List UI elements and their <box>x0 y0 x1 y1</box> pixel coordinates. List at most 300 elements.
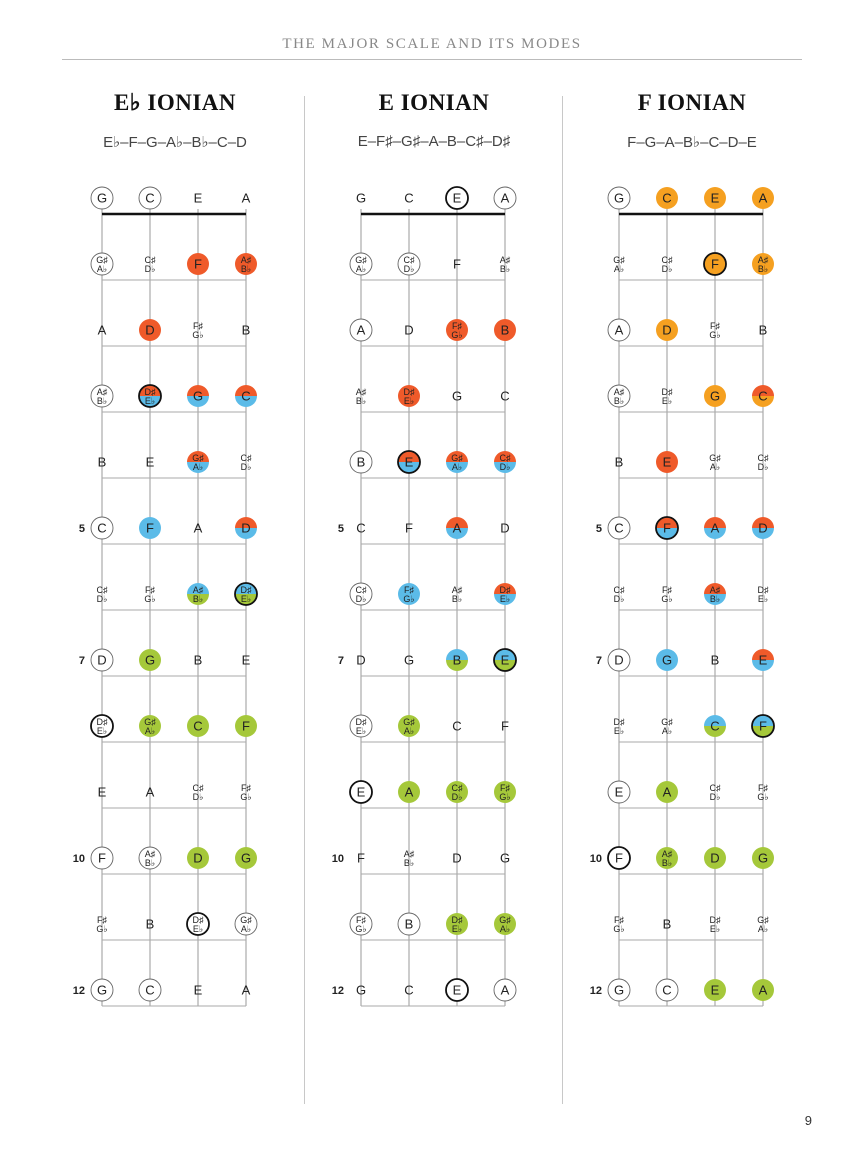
scale-notes: E–F♯–G♯–A–B–C♯–D♯ <box>357 133 511 150</box>
note-label: D <box>97 652 107 668</box>
note-marker <box>139 979 161 1001</box>
note-label-flat: D♭ <box>613 594 625 604</box>
note-label: B <box>97 454 107 470</box>
note-label: G <box>96 982 108 998</box>
note-label-flat: E♭ <box>96 726 108 736</box>
note-marker <box>91 847 113 869</box>
note-marker <box>98 785 107 800</box>
note-label-flat: G♭ <box>355 924 367 934</box>
note-label-sharp: F♯ <box>356 915 366 925</box>
note-marker <box>608 517 630 539</box>
note-label-flat: E♭ <box>144 396 156 406</box>
note-label: A <box>758 982 768 998</box>
note-label-sharp: F♯ <box>500 783 510 793</box>
note-label: G <box>613 982 625 998</box>
note-marker <box>145 255 156 274</box>
note-marker <box>661 585 672 604</box>
note-marker <box>452 851 461 866</box>
note-label: E <box>662 454 672 470</box>
note-marker <box>356 983 366 998</box>
note-marker <box>494 187 516 209</box>
note-label-sharp: A♯ <box>403 849 415 859</box>
note-marker <box>704 979 726 1001</box>
note-label-flat: A♭ <box>757 924 769 934</box>
note-marker <box>452 585 463 604</box>
note-label: A <box>452 520 462 536</box>
note-label: D <box>193 850 203 866</box>
note-marker <box>709 453 721 472</box>
note-label-flat: G♭ <box>613 924 625 934</box>
note-marker <box>194 983 203 998</box>
note-label: G <box>757 850 769 866</box>
note-label: E <box>452 190 462 206</box>
note-label-flat: D♭ <box>499 462 511 472</box>
note-marker <box>453 257 461 272</box>
note-label: A <box>710 520 720 536</box>
note-label-sharp: C♯ <box>451 783 463 793</box>
note-label-flat: G♭ <box>757 792 769 802</box>
note-label-sharp: D♯ <box>192 915 204 925</box>
note-label: C <box>241 388 251 404</box>
note-label-sharp: C♯ <box>355 585 367 595</box>
note-label-sharp: F♯ <box>193 321 203 331</box>
note-marker <box>350 253 372 275</box>
note-label-flat: G♭ <box>240 792 252 802</box>
note-marker <box>446 517 468 539</box>
note-label-flat: E♭ <box>613 726 625 736</box>
note-marker <box>704 583 726 605</box>
fret-number: 5 <box>595 523 602 535</box>
note-label-sharp: G♯ <box>451 453 463 463</box>
note-label: G <box>451 388 463 404</box>
note-label: B <box>145 916 155 932</box>
note-label-sharp: A♯ <box>96 387 108 397</box>
note-label-flat: D♭ <box>144 264 156 274</box>
note-label: E <box>404 454 414 470</box>
running-header: THE MAJOR SCALE AND ITS MODES <box>282 36 582 52</box>
note-marker <box>91 253 113 275</box>
note-label: E <box>614 784 624 800</box>
note-label-flat: G♭ <box>96 924 108 934</box>
note-marker <box>613 915 624 934</box>
note-label-flat: E♭ <box>403 396 415 406</box>
note-label-sharp: D♯ <box>709 915 721 925</box>
note-marker <box>656 517 678 539</box>
note-marker <box>500 389 509 404</box>
note-marker <box>192 321 203 340</box>
note-marker <box>404 983 413 998</box>
scale-notes: F–G–A–B♭–C–D–E <box>627 134 757 151</box>
note-marker <box>405 521 413 536</box>
note-label-flat: B♭ <box>451 594 463 604</box>
note-marker <box>656 847 678 869</box>
note-label-flat: D♭ <box>96 594 108 604</box>
note-label: F <box>405 520 413 536</box>
note-label-sharp: G♯ <box>240 915 252 925</box>
note-label-flat: B♭ <box>192 594 204 604</box>
note-marker <box>656 979 678 1001</box>
note-marker <box>91 385 113 407</box>
note-label-sharp: D♯ <box>757 585 769 595</box>
note-label: A <box>758 190 768 206</box>
fretboard <box>314 0 554 1152</box>
fret-number: 7 <box>337 655 344 667</box>
note-label-flat: B♭ <box>240 264 252 274</box>
note-marker <box>494 319 516 341</box>
note-label-sharp: F♯ <box>710 321 720 331</box>
note-marker <box>752 517 774 539</box>
note-marker <box>187 253 209 275</box>
note-marker <box>91 715 113 737</box>
note-marker <box>235 847 257 869</box>
note-marker <box>187 913 209 935</box>
note-marker <box>144 585 155 604</box>
note-label: C <box>145 190 155 206</box>
fretboard <box>572 0 812 1152</box>
note-marker <box>758 453 769 472</box>
note-label: B <box>404 916 414 932</box>
note-marker <box>235 253 257 275</box>
note-marker <box>752 715 774 737</box>
note-marker <box>494 451 516 473</box>
note-marker <box>187 583 209 605</box>
note-label-flat: A♭ <box>451 462 463 472</box>
fret-number: 5 <box>78 523 85 535</box>
note-marker <box>752 187 774 209</box>
note-marker <box>758 585 769 604</box>
note-label: F <box>501 718 509 734</box>
note-label-sharp: C♯ <box>613 585 625 595</box>
fret-number: 12 <box>589 985 602 997</box>
note-marker <box>661 717 673 736</box>
note-label-flat: E♭ <box>709 924 721 934</box>
note-label-sharp: G♯ <box>613 255 625 265</box>
note-marker <box>235 385 257 407</box>
note-label: F <box>663 520 671 536</box>
note-label-sharp: G♯ <box>499 915 511 925</box>
note-marker <box>235 583 257 605</box>
note-marker <box>656 649 678 671</box>
diagram-eb-ionian <box>55 0 295 1152</box>
note-label-sharp: G♯ <box>192 453 204 463</box>
note-label: E <box>452 982 462 998</box>
note-label-sharp: C♯ <box>499 453 511 463</box>
note-marker <box>350 319 372 341</box>
note-label: D <box>710 850 720 866</box>
note-label-flat: E♭ <box>661 396 673 406</box>
note-marker <box>608 781 630 803</box>
note-label-flat: G♭ <box>144 594 156 604</box>
note-marker <box>759 323 768 338</box>
note-marker <box>356 387 367 406</box>
note-marker <box>194 521 203 536</box>
note-label: C <box>404 190 414 206</box>
note-marker <box>656 319 678 341</box>
note-marker <box>187 847 209 869</box>
note-label: A <box>500 982 510 998</box>
note-label: C <box>662 982 672 998</box>
fret-number: 10 <box>72 853 85 865</box>
diagram-title: E♭ IONIAN <box>113 90 237 115</box>
note-marker <box>710 915 721 934</box>
note-label-sharp: D♯ <box>613 717 625 727</box>
note-marker <box>139 847 161 869</box>
note-label: G <box>144 652 156 668</box>
note-marker <box>446 781 468 803</box>
note-label: E <box>710 982 720 998</box>
note-marker <box>446 319 468 341</box>
note-marker <box>357 851 365 866</box>
note-marker <box>608 847 630 869</box>
note-label-flat: G♭ <box>709 330 721 340</box>
note-marker <box>663 917 672 932</box>
note-marker <box>404 849 415 868</box>
note-marker <box>404 191 413 206</box>
note-label: E <box>97 784 107 800</box>
note-label-sharp: F♯ <box>97 915 107 925</box>
note-marker <box>139 385 161 407</box>
note-marker <box>656 451 678 473</box>
note-marker <box>757 783 768 802</box>
note-marker <box>446 649 468 671</box>
note-label-flat: G♭ <box>661 594 673 604</box>
note-label-flat: E♭ <box>240 594 252 604</box>
fret-number: 5 <box>337 523 344 535</box>
note-label-flat: G♭ <box>451 330 463 340</box>
note-label: B <box>452 652 462 668</box>
note-marker <box>494 649 516 671</box>
note-marker <box>235 913 257 935</box>
note-label: A <box>404 784 414 800</box>
note-label: G <box>499 850 511 866</box>
note-label: B <box>241 322 251 338</box>
note-label-sharp: A♯ <box>144 849 156 859</box>
note-label-sharp: G♯ <box>709 453 721 463</box>
note-label: E <box>241 652 251 668</box>
note-label: E <box>193 190 203 206</box>
note-marker <box>615 455 624 470</box>
note-label: D <box>356 652 366 668</box>
note-marker <box>242 323 251 338</box>
note-marker <box>608 979 630 1001</box>
note-marker <box>704 187 726 209</box>
note-label: A <box>97 322 107 338</box>
note-label-flat: B♭ <box>613 396 625 406</box>
note-label-sharp: G♯ <box>144 717 156 727</box>
note-label-sharp: G♯ <box>355 255 367 265</box>
note-marker <box>404 653 414 668</box>
note-label: C <box>614 520 624 536</box>
column-divider <box>304 96 305 1104</box>
note-label: F <box>98 850 106 866</box>
note-label-flat: D♭ <box>709 792 721 802</box>
note-label: F <box>711 256 719 272</box>
note-marker <box>656 781 678 803</box>
note-marker <box>193 783 204 802</box>
note-label: A <box>356 322 366 338</box>
note-marker <box>91 979 113 1001</box>
note-label-sharp: F♯ <box>758 783 768 793</box>
note-label: G <box>240 850 252 866</box>
note-marker <box>752 385 774 407</box>
note-marker <box>446 913 468 935</box>
note-label: E <box>356 784 366 800</box>
note-label-sharp: C♯ <box>192 783 204 793</box>
note-label: E <box>758 652 768 668</box>
note-marker <box>501 719 509 734</box>
note-label-flat: A♭ <box>144 726 156 736</box>
note-label: A <box>500 190 510 206</box>
note-label: C <box>662 190 672 206</box>
note-label: C <box>710 718 720 734</box>
note-marker <box>752 847 774 869</box>
note-label-flat: E♭ <box>451 924 463 934</box>
note-marker <box>614 585 625 604</box>
note-label-flat: E♭ <box>355 726 367 736</box>
note-label-flat: B♭ <box>757 264 769 274</box>
note-marker <box>704 253 726 275</box>
note-label-sharp: C♯ <box>96 585 108 595</box>
note-label-flat: G♭ <box>192 330 204 340</box>
note-label: G <box>96 190 108 206</box>
note-marker <box>704 715 726 737</box>
note-label-sharp: F♯ <box>145 585 155 595</box>
note-label-sharp: A♯ <box>613 387 625 397</box>
note-label: C <box>193 718 203 734</box>
note-marker <box>350 583 372 605</box>
note-label-sharp: C♯ <box>709 783 721 793</box>
note-marker <box>350 781 372 803</box>
note-label-flat: A♭ <box>355 264 367 274</box>
note-marker <box>500 255 511 274</box>
note-label: G <box>403 652 415 668</box>
note-label-sharp: A♯ <box>709 585 721 595</box>
note-label-flat: A♭ <box>661 726 673 736</box>
note-marker <box>146 455 155 470</box>
note-label: D <box>404 322 414 338</box>
note-label-sharp: D♯ <box>144 387 156 397</box>
note-label-sharp: A♯ <box>661 849 673 859</box>
note-label-sharp: G♯ <box>403 717 415 727</box>
note-label: B <box>662 916 672 932</box>
note-label: F <box>453 256 461 272</box>
note-label: G <box>613 190 625 206</box>
note-label: C <box>97 520 107 536</box>
note-label-sharp: G♯ <box>96 255 108 265</box>
note-label-flat: A♭ <box>96 264 108 274</box>
note-label: F <box>759 718 767 734</box>
note-label-flat: G♭ <box>403 594 415 604</box>
note-label-flat: D♭ <box>757 462 769 472</box>
note-marker <box>662 255 673 274</box>
note-marker <box>494 781 516 803</box>
note-marker <box>194 191 203 206</box>
note-label: G <box>355 982 367 998</box>
note-marker <box>752 253 774 275</box>
note-label: C <box>758 388 768 404</box>
note-label-sharp: F♯ <box>662 585 672 595</box>
note-marker <box>704 385 726 407</box>
note-label: D <box>145 322 155 338</box>
note-marker <box>752 979 774 1001</box>
note-label-flat: G♭ <box>499 792 511 802</box>
note-label-sharp: C♯ <box>661 255 673 265</box>
note-marker <box>398 583 420 605</box>
note-marker <box>704 847 726 869</box>
note-label-flat: D♭ <box>451 792 463 802</box>
note-label-flat: A♭ <box>709 462 721 472</box>
fret-number: 12 <box>72 985 85 997</box>
note-marker <box>608 319 630 341</box>
note-marker <box>356 653 365 668</box>
note-marker <box>500 521 509 536</box>
note-label-sharp: D♯ <box>240 585 252 595</box>
note-label: E <box>145 454 155 470</box>
note-marker <box>614 717 625 736</box>
note-label-flat: A♭ <box>613 264 625 274</box>
note-label: F <box>146 520 154 536</box>
note-marker <box>194 653 203 668</box>
note-marker <box>404 323 413 338</box>
note-label: E <box>193 982 203 998</box>
note-label-sharp: F♯ <box>241 783 251 793</box>
note-label: A <box>241 190 251 206</box>
note-label-flat: E♭ <box>757 594 769 604</box>
fret-number: 10 <box>331 853 344 865</box>
note-marker <box>146 917 155 932</box>
note-marker <box>752 649 774 671</box>
note-marker <box>608 649 630 671</box>
note-label-flat: A♭ <box>499 924 511 934</box>
note-label: E <box>500 652 510 668</box>
note-label: F <box>615 850 623 866</box>
note-label-sharp: A♯ <box>192 585 204 595</box>
note-marker <box>96 915 107 934</box>
fretboard <box>55 0 295 1152</box>
note-marker <box>139 649 161 671</box>
note-label-sharp: G♯ <box>757 915 769 925</box>
note-marker <box>139 187 161 209</box>
note-label: D <box>241 520 251 536</box>
note-label: G <box>709 388 721 404</box>
note-label-sharp: D♯ <box>96 717 108 727</box>
note-marker <box>98 323 107 338</box>
note-label: D <box>614 652 624 668</box>
note-label-sharp: A♯ <box>499 255 511 265</box>
note-label-flat: B♭ <box>661 858 673 868</box>
note-marker <box>757 915 769 934</box>
column-divider <box>562 96 563 1104</box>
note-label: B <box>356 454 366 470</box>
note-label-flat: D♭ <box>192 792 204 802</box>
note-label-sharp: F♯ <box>404 585 414 595</box>
note-label-flat: B♭ <box>709 594 721 604</box>
note-marker <box>452 719 461 734</box>
note-marker <box>91 649 113 671</box>
note-label-sharp: D♯ <box>355 717 367 727</box>
note-label-flat: D♭ <box>355 594 367 604</box>
note-marker <box>608 187 630 209</box>
note-label: A <box>662 784 672 800</box>
note-marker <box>235 715 257 737</box>
diagram-title: F IONIAN <box>637 90 747 115</box>
note-marker <box>242 983 251 998</box>
note-marker <box>398 913 420 935</box>
note-label: G <box>355 190 367 206</box>
note-label: C <box>145 982 155 998</box>
note-label: B <box>710 652 720 668</box>
note-label-sharp: A♯ <box>240 255 252 265</box>
